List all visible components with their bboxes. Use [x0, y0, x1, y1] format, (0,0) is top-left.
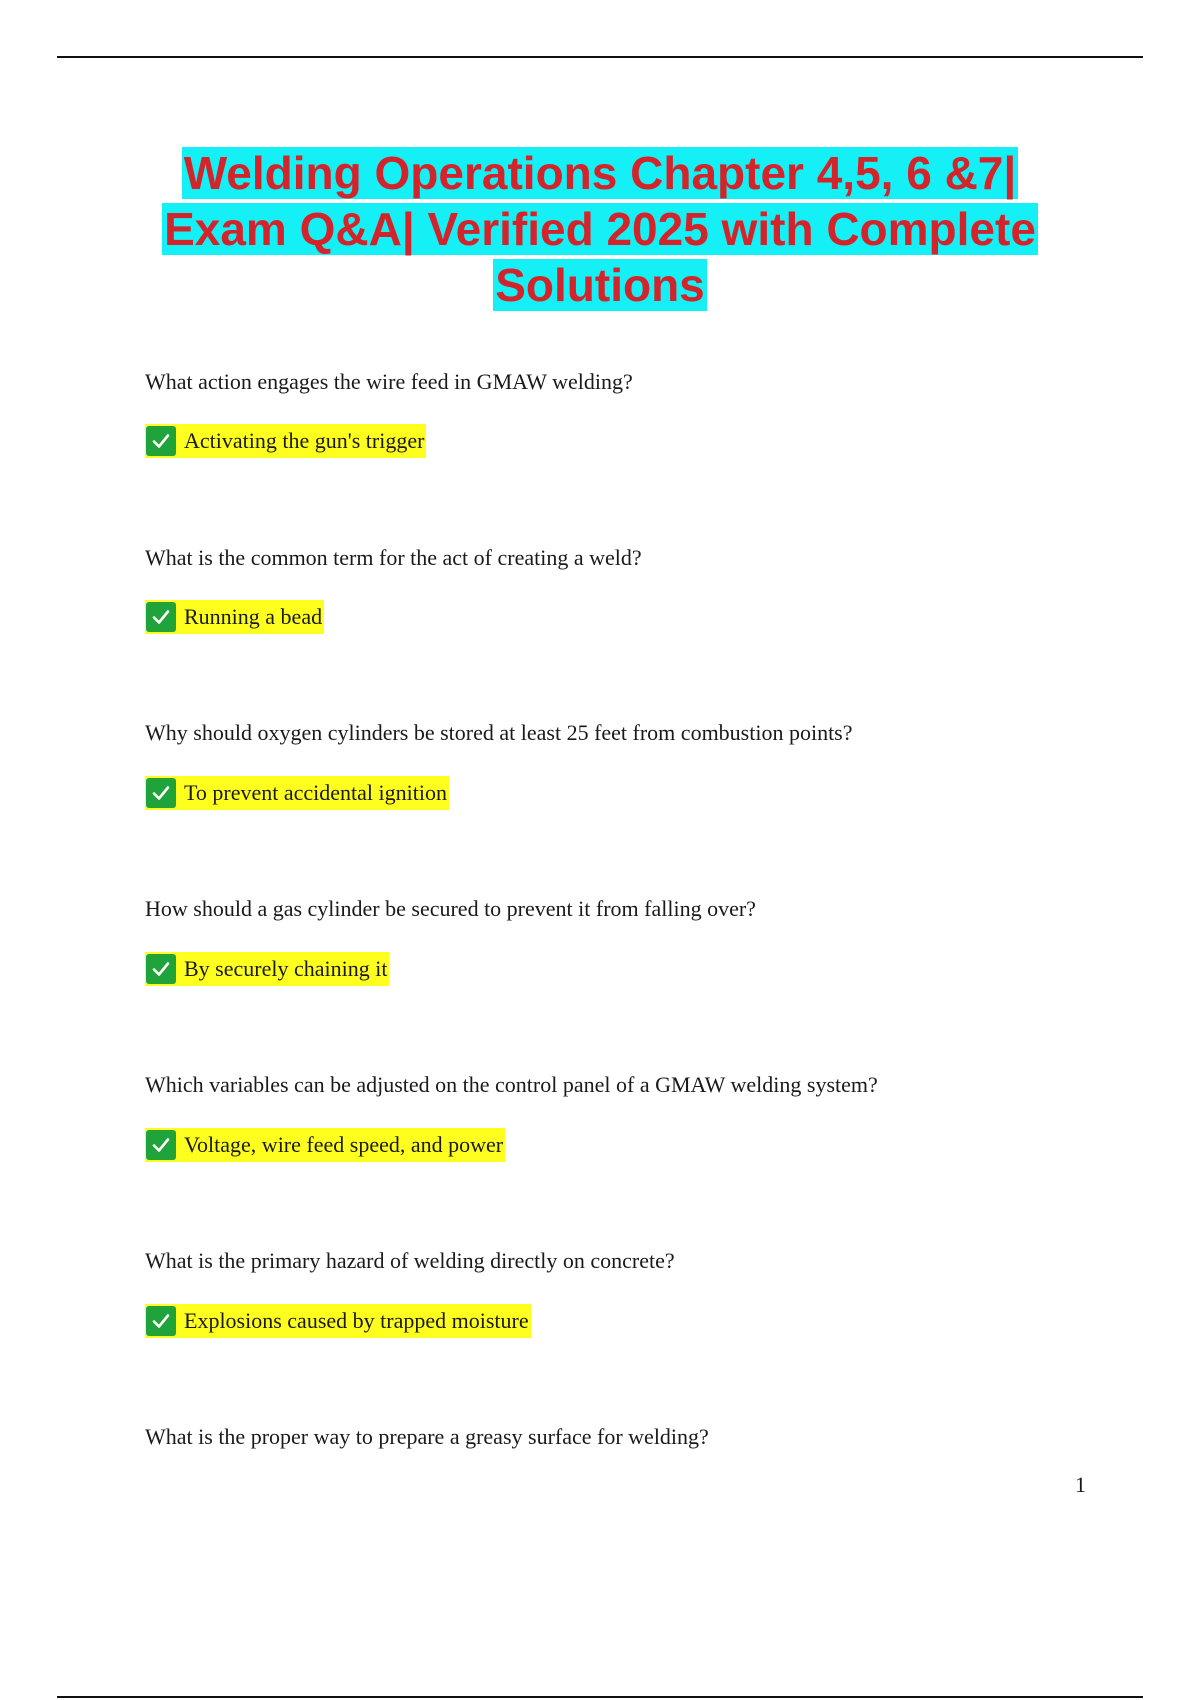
- check-mark-icon: [146, 1306, 176, 1336]
- answer-2: [145, 600, 324, 634]
- question-6: What is the primary hazard of welding directly on concrete?: [145, 1248, 675, 1273]
- check-mark-icon: [146, 778, 176, 808]
- answer-6-text: Explosions caused by trapped moisture: [184, 1308, 529, 1333]
- answer-1: [145, 424, 426, 458]
- title-line-3: Solutions: [495, 259, 705, 311]
- question-5: Which variables can be adjusted on the control panel of a GMAW welding system?: [145, 1072, 878, 1097]
- top-rule: [57, 56, 1143, 58]
- answer-5-text: Voltage, wire feed speed, and power: [184, 1132, 504, 1157]
- answer-2-text: Running a bead: [184, 604, 323, 629]
- check-mark-icon: [146, 426, 176, 456]
- answer-4-text: By securely chaining it: [184, 956, 388, 981]
- answer-6: [145, 1304, 531, 1338]
- title-line-1: Welding Operations Chapter 4,5, 6 &7|: [183, 147, 1017, 199]
- page-number: 1: [1075, 1472, 1086, 1497]
- answer-3-text: To prevent accidental ignition: [184, 780, 447, 805]
- question-1: What action engages the wire feed in GMAW welding?: [145, 369, 633, 394]
- answer-3: [145, 776, 449, 810]
- check-mark-icon: [146, 954, 176, 984]
- check-mark-icon: [146, 602, 176, 632]
- answer-4: [145, 952, 389, 986]
- question-2: What is the common term for the act of creating a weld?: [145, 545, 642, 570]
- answer-1-text: Activating the gun's trigger: [184, 428, 425, 453]
- document-title: [100, 145, 1100, 313]
- bottom-rule: [57, 1696, 1143, 1698]
- question-3: Why should oxygen cylinders be stored at least 25 feet from combustion points?: [145, 720, 853, 745]
- answer-5: [145, 1128, 505, 1162]
- check-mark-icon: [146, 1130, 176, 1160]
- question-7: What is the proper way to prepare a greasy surface for welding?: [145, 1424, 709, 1449]
- question-4: How should a gas cylinder be secured to prevent it from falling over?: [145, 896, 756, 921]
- title-line-2: Exam Q&A| Verified 2025 with Complete: [164, 203, 1036, 255]
